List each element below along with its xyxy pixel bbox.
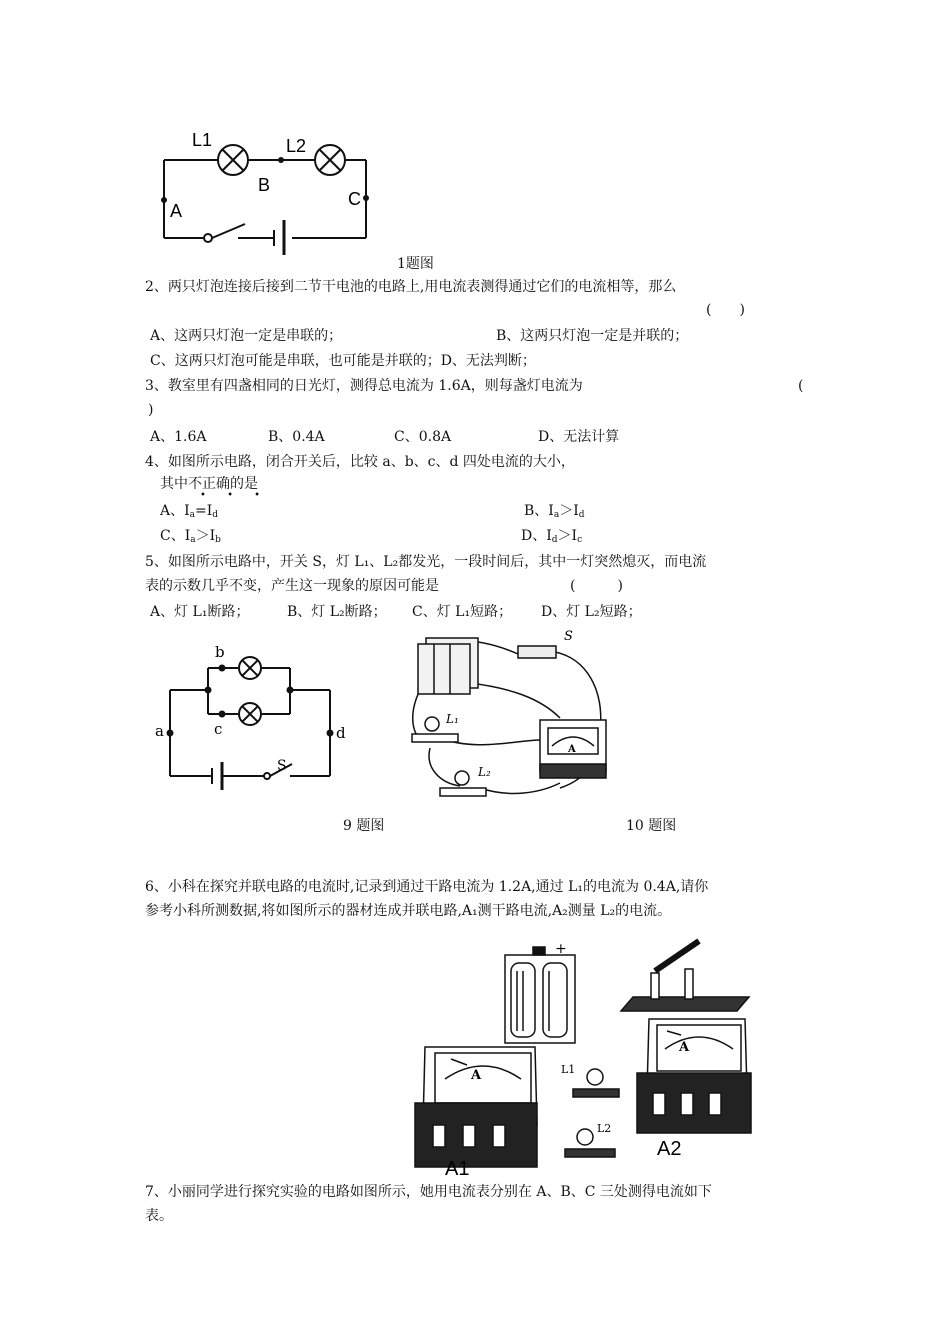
battery-pack-icon: [505, 947, 575, 1043]
label-c: c: [214, 720, 223, 738]
battery-plus-label: +: [555, 941, 567, 957]
ammeter-a1-face: A: [471, 1068, 482, 1083]
q4-option-b: B、$I_a>I_d$: [524, 503, 585, 520]
figure-1-circuit: [150, 120, 390, 255]
lamp-bottom-icon: [239, 703, 261, 725]
label-l1: L1: [192, 130, 213, 150]
figure-9-caption: 9 题图: [343, 818, 385, 834]
figure-10-caption: 10 题图: [626, 818, 677, 834]
switch-pivot-icon: [264, 773, 270, 779]
lamp-l1-icon: [218, 145, 248, 175]
label-l1: L₁: [446, 712, 459, 726]
figure-10-apparatus: [400, 628, 615, 808]
q3-option-c: C、0.8A: [394, 429, 452, 445]
q2-answer-paren: ( ): [706, 302, 745, 318]
battery-icon: [212, 762, 222, 790]
q5-line-2: 表的示数几乎不变，产生这一现象的原因可能是: [145, 578, 439, 594]
switch-pivot-icon: [204, 234, 212, 242]
q7-line-1: 7、小丽同学进行探究实验的电路如图所示，她用电流表分别在 A、B、C 三处测得电流如下: [145, 1184, 712, 1200]
lamp-l1-icon: [573, 1069, 619, 1097]
ammeter-a1-label: A1: [445, 1158, 470, 1175]
lamp-top-icon: [239, 657, 261, 679]
figure-1-caption: 1题图: [397, 256, 434, 272]
q6-apparatus-figure: [405, 935, 775, 1175]
q5-line-1: 5、如图所示电路中，开关 S，灯 L₁、L₂都发光，一段时间后，其中一灯突然熄灭，而电流: [145, 554, 707, 570]
q3-option-d: D、无法计算: [538, 429, 620, 445]
q2-option-a: A、这两只灯泡一定是串联的；: [150, 328, 343, 344]
q6-line-1: 6、小科在探究并联电路的电流时,记录到通过干路电流为 1.2A,通过 L₁的电流为 0.4A,请你: [145, 879, 709, 895]
figure-9-circuit: [150, 638, 360, 790]
q2-option-b: B、这两只灯泡一定是并联的；: [496, 328, 689, 344]
q3-paren-open: (: [798, 378, 804, 394]
q4-stem: 4、如图所示电路，闭合开关后，比较 a、b、c、d 四处电流的大小，: [145, 454, 575, 470]
q5-option-c: C、灯 L₁短路；: [412, 604, 513, 620]
ammeter-a2-label: A2: [657, 1138, 682, 1160]
q3-option-b: B、0.4A: [268, 429, 325, 445]
q4-stem-2: 其中不正确的是: [160, 476, 258, 492]
label-b: B: [258, 175, 271, 195]
label-l2: L₂: [478, 765, 491, 779]
label-s: S: [564, 629, 573, 644]
label-a: A: [170, 201, 183, 221]
label-l2: L2: [286, 136, 307, 156]
ammeter-a1-icon: [415, 1047, 537, 1167]
lamp-l1-label: L1: [561, 1063, 576, 1076]
q4-option-a: A、$I_a=I_d$: [160, 503, 219, 520]
label-d: d: [336, 724, 346, 742]
lamp-l2-label: L2: [597, 1122, 612, 1135]
q6-line-2: 参考小科所测数据,将如图所示的器材连成并联电路,A₁测干路电流,A₂测量 L₂的电流。: [145, 903, 672, 919]
ammeter-a2-icon: [637, 1019, 751, 1133]
q3-stem: 3、教室里有四盏相同的日光灯，测得总电流为 1.6A，则每盏灯电流为: [145, 378, 583, 394]
q3-option-a: A、1.6A: [150, 429, 207, 445]
q4-option-d: D、$I_d>I_c$: [521, 528, 583, 545]
switch-icon: [518, 646, 556, 658]
battery-icon: [274, 220, 284, 255]
label-b: b: [215, 643, 225, 661]
q3-paren-close: ): [148, 402, 154, 418]
label-a: a: [155, 722, 164, 740]
ammeter-a2-face: A: [679, 1040, 690, 1055]
lamp-l2-icon: [315, 145, 345, 175]
q5-answer-paren: ( ): [570, 578, 623, 594]
q5-option-a: A、灯 L₁断路；: [150, 604, 250, 620]
q7-line-2: 表。: [145, 1208, 173, 1224]
q5-option-b: B、灯 L₂断路；: [287, 604, 387, 620]
q4-option-c: C、$I_a>I_b$: [160, 528, 221, 545]
battery-box-icon: [418, 638, 478, 694]
q2-stem: 2、两只灯泡连接后接到二节干电池的电路上,用电流表测得通过它们的电流相等，那么: [145, 279, 677, 295]
q2-option-cd: C、这两只灯泡可能是串联，也可能是并联的；D、无法判断；: [150, 353, 536, 369]
knife-switch-icon: [621, 941, 749, 1011]
label-c: C: [348, 189, 361, 209]
label-s: S: [277, 758, 287, 774]
ammeter-label: A: [568, 744, 576, 755]
q5-option-d: D、灯 L₂短路；: [541, 604, 642, 620]
q4-emphasis-dots: • • •: [200, 490, 270, 501]
